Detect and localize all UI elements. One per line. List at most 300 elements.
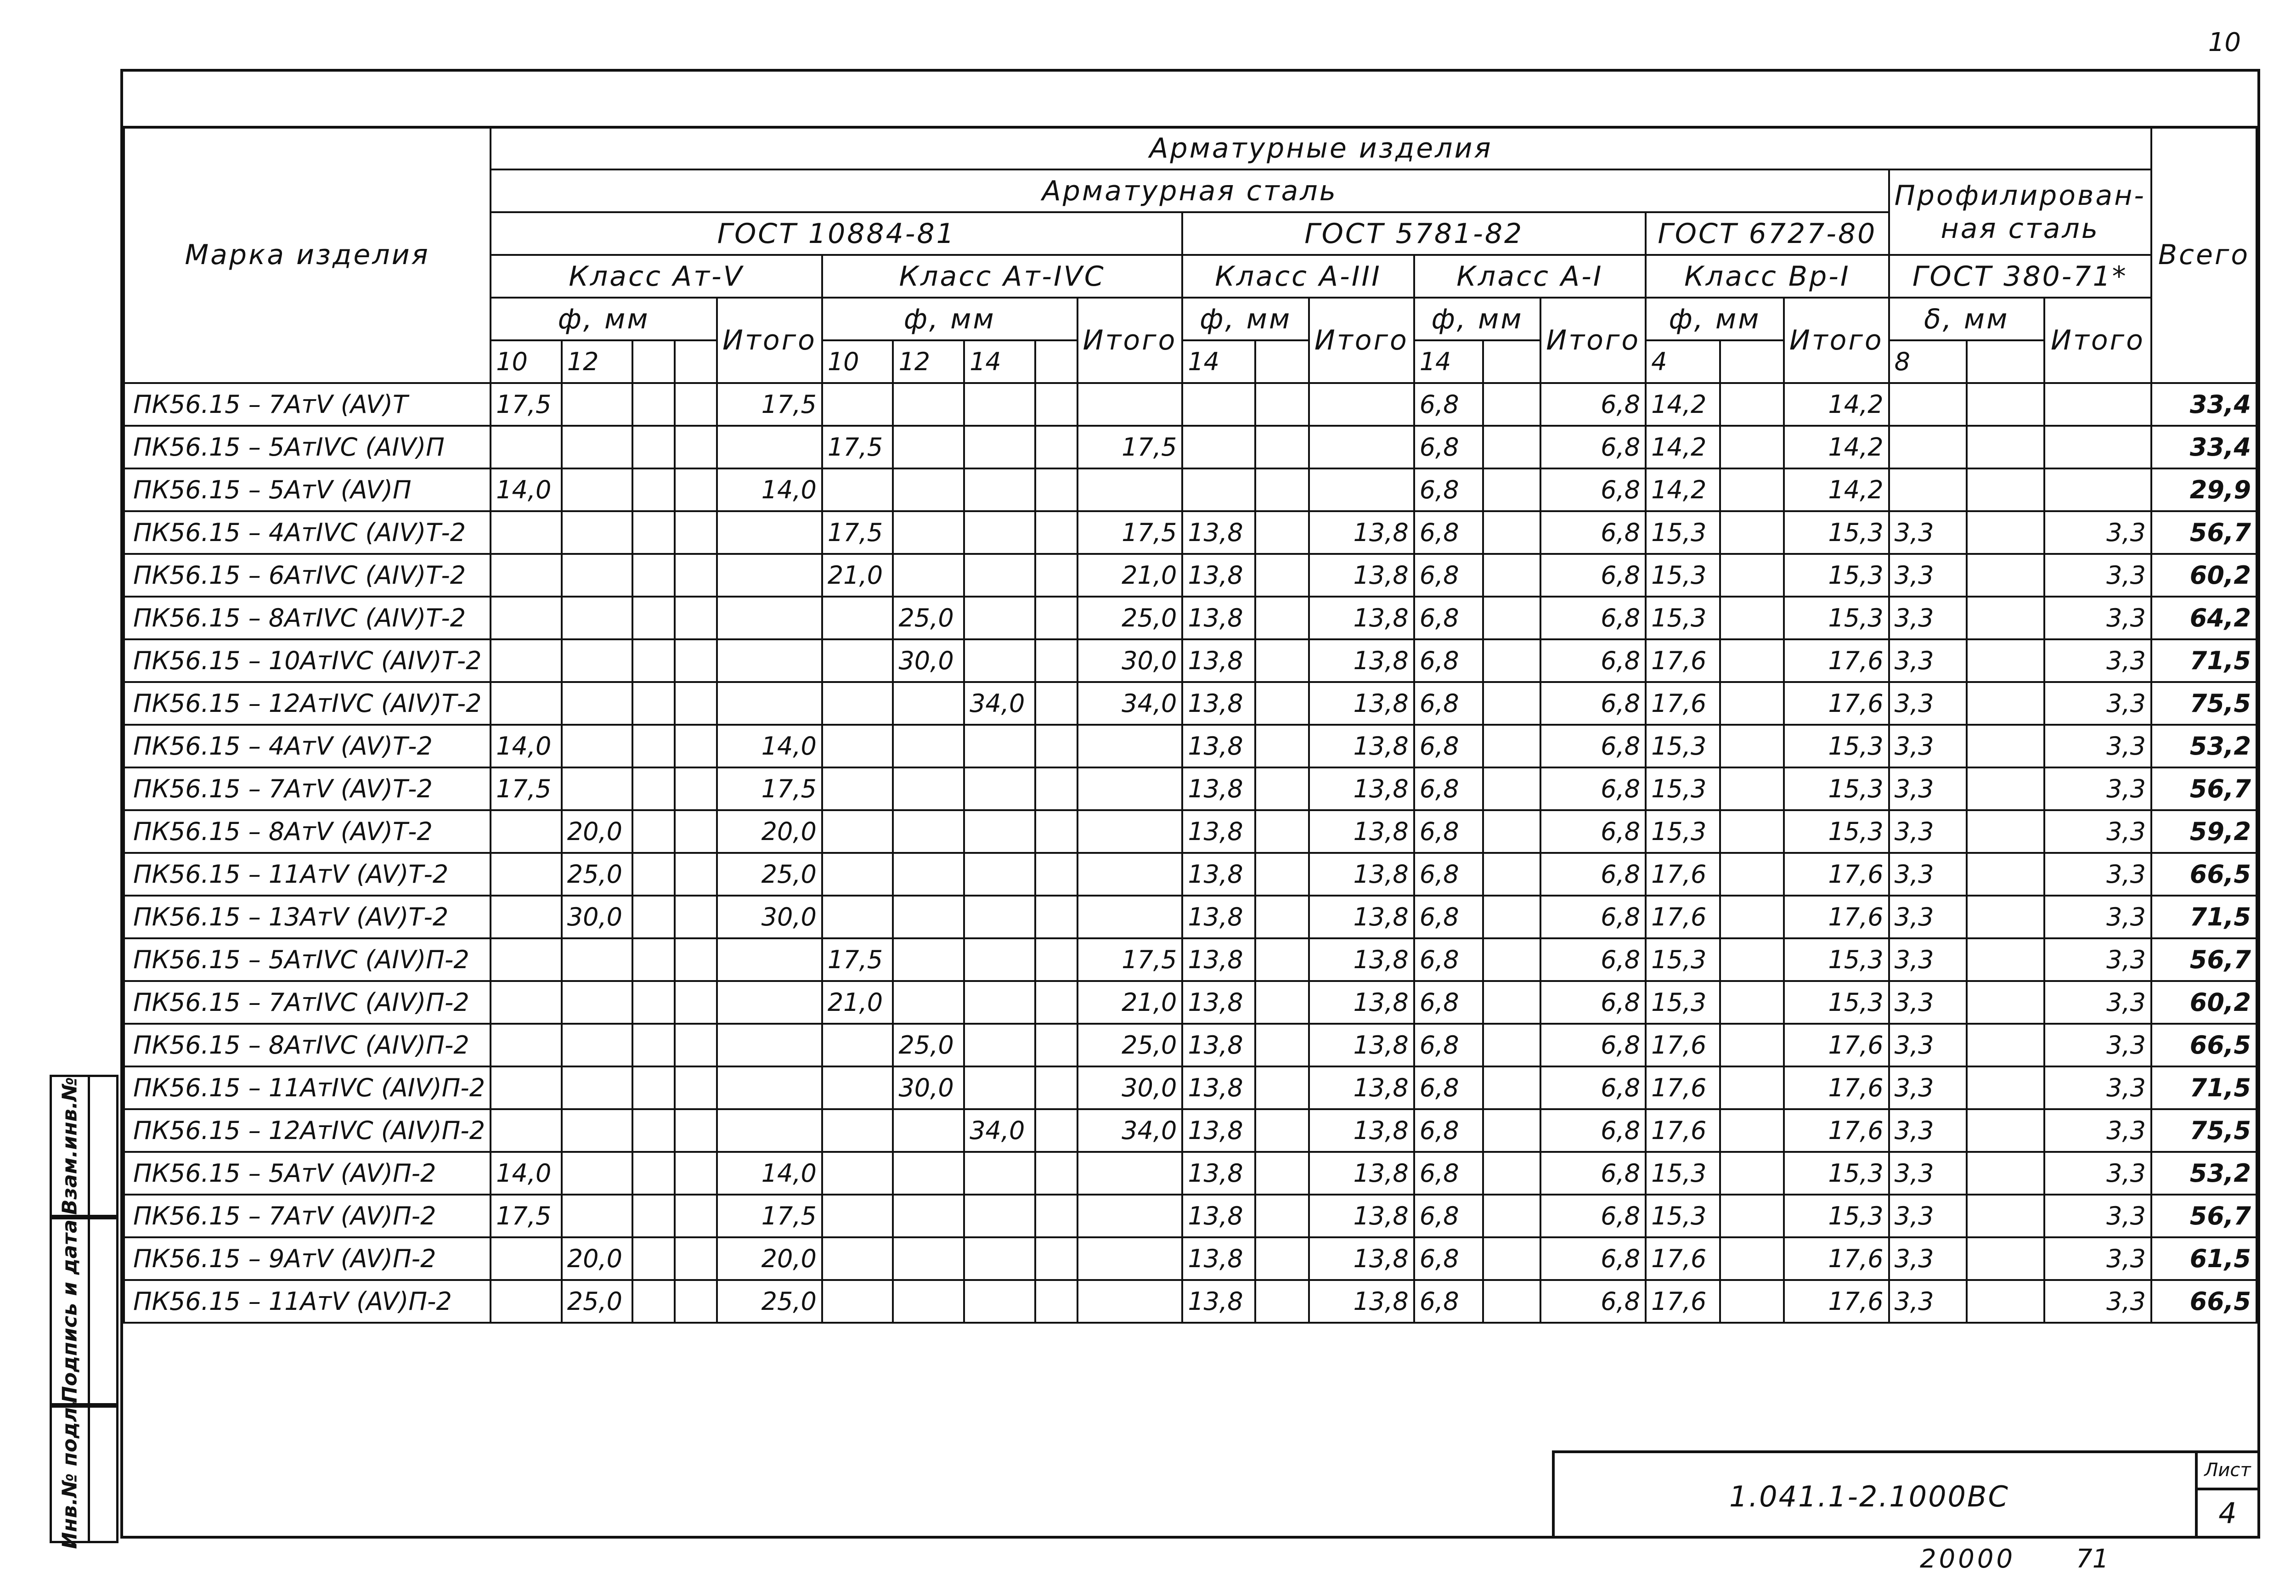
value-cell: 3,3 [2044, 853, 2151, 896]
value-cell: 15,3 [1784, 810, 1889, 853]
empty-cell [1720, 511, 1784, 554]
table-row [124, 511, 2257, 554]
empty-cell [1483, 938, 1541, 981]
value-cell [491, 810, 562, 853]
empty-cell [1720, 1024, 1784, 1066]
empty-cell [1483, 1066, 1541, 1109]
value-cell [893, 810, 964, 853]
empty-cell [1035, 810, 1077, 853]
value-cell: 3,3 [1889, 554, 1967, 597]
table-row [124, 383, 2257, 426]
header-subtotal: Итого [1309, 298, 1414, 383]
value-cell: 6,8 [1414, 1109, 1483, 1152]
value-cell: 17,6 [1784, 1237, 1889, 1280]
value-cell [1077, 1195, 1183, 1237]
empty-cell [1967, 597, 2044, 639]
empty-cell [1967, 1109, 2044, 1152]
value-cell: 13,8 [1309, 1195, 1414, 1237]
value-cell: 3,3 [2044, 1195, 2151, 1237]
value-cell [491, 1066, 562, 1109]
value-cell [562, 597, 633, 639]
value-cell: 15,3 [1646, 981, 1720, 1024]
value-cell: 6,8 [1540, 554, 1646, 597]
value-cell: 6,8 [1540, 981, 1646, 1024]
value-cell [893, 896, 964, 938]
empty-cell [1720, 1109, 1784, 1152]
value-cell: 13,8 [1182, 1024, 1255, 1066]
value-cell [491, 426, 562, 468]
empty-cell [1035, 639, 1077, 682]
empty-cell [1255, 938, 1309, 981]
empty-cell [1255, 639, 1309, 682]
value-cell [1077, 725, 1183, 767]
value-cell: 6,8 [1414, 810, 1483, 853]
value-cell [717, 511, 822, 554]
empty-cell [632, 383, 675, 426]
empty-cell [675, 383, 717, 426]
table-row [124, 1024, 2257, 1066]
empty-cell [1720, 639, 1784, 682]
value-cell: 17,6 [1646, 682, 1720, 725]
value-cell: 13,8 [1182, 1152, 1255, 1195]
empty-cell [1255, 1280, 1309, 1323]
empty-cell [675, 511, 717, 554]
empty-cell [1035, 767, 1077, 810]
empty-cell [675, 1109, 717, 1152]
value-cell [1309, 426, 1414, 468]
header-subtotal: Итого [2044, 298, 2151, 383]
header-d14: 14 [1182, 340, 1255, 383]
value-cell: 17,5 [717, 1195, 822, 1237]
value-cell [491, 896, 562, 938]
value-cell: 13,8 [1182, 1066, 1255, 1109]
value-cell: 6,8 [1540, 1237, 1646, 1280]
value-cell [562, 1195, 633, 1237]
header-gost-6727: ГОСТ 6727-80 [1646, 212, 1889, 255]
value-cell: 13,8 [1182, 767, 1255, 810]
value-cell: 6,8 [1414, 853, 1483, 896]
header-class-ai: Класс A-I [1414, 255, 1646, 298]
value-cell: 3,3 [2044, 1024, 2151, 1066]
value-cell [717, 1109, 822, 1152]
value-cell [964, 1195, 1035, 1237]
value-cell: 13,8 [1309, 682, 1414, 725]
value-cell: 6,8 [1540, 511, 1646, 554]
value-cell: 3,3 [2044, 1280, 2151, 1323]
side-stamp-signature-date [50, 1217, 118, 1405]
total-cell: 61,5 [2151, 1237, 2257, 1280]
value-cell: 6,8 [1414, 383, 1483, 426]
header-products: Арматурные изделия [491, 127, 2151, 169]
value-cell: 6,8 [1414, 468, 1483, 511]
empty-cell [675, 896, 717, 938]
value-cell: 17,6 [1784, 1024, 1889, 1066]
value-cell: 3,3 [2044, 767, 2151, 810]
value-cell [1889, 383, 1967, 426]
value-cell: 3,3 [2044, 1152, 2151, 1195]
empty-cell [632, 468, 675, 511]
value-cell: 6,8 [1414, 767, 1483, 810]
value-cell [822, 853, 893, 896]
value-cell [2044, 426, 2151, 468]
empty-cell [1255, 981, 1309, 1024]
value-cell [491, 1280, 562, 1323]
header-profiled: Профилирован-ная сталь [1889, 169, 2151, 255]
table-row [124, 938, 2257, 981]
value-cell [717, 426, 822, 468]
value-cell: 17,6 [1646, 1280, 1720, 1323]
empty-cell [1967, 1280, 2044, 1323]
value-cell: 3,3 [1889, 981, 1967, 1024]
value-cell: 13,8 [1309, 938, 1414, 981]
value-cell [822, 682, 893, 725]
value-cell: 13,8 [1182, 511, 1255, 554]
value-cell [822, 1109, 893, 1152]
value-cell: 17,6 [1784, 853, 1889, 896]
value-cell: 17,5 [491, 383, 562, 426]
product-mark-cell: ПК56.15 – 4АтIVС (AIV)Т-2 [124, 511, 491, 554]
value-cell [717, 938, 822, 981]
table-row [124, 468, 2257, 511]
value-cell [964, 426, 1035, 468]
empty-cell [1483, 1109, 1541, 1152]
header-steel: Арматурная сталь [491, 169, 1889, 212]
value-cell: 14,2 [1784, 468, 1889, 511]
value-cell: 15,3 [1784, 981, 1889, 1024]
total-cell: 75,5 [2151, 1109, 2257, 1152]
empty-cell [1483, 468, 1541, 511]
product-mark-cell: ПК56.15 – 5АтIVС (AIV)П [124, 426, 491, 468]
sheet-label: Лист [2198, 1453, 2257, 1490]
table-row [124, 682, 2257, 725]
value-cell: 6,8 [1414, 511, 1483, 554]
value-cell [1077, 1152, 1183, 1195]
value-cell: 13,8 [1309, 1066, 1414, 1109]
empty-cell [632, 511, 675, 554]
empty-cell [675, 1066, 717, 1109]
value-cell [964, 767, 1035, 810]
value-cell: 17,6 [1646, 896, 1720, 938]
value-cell: 13,8 [1309, 554, 1414, 597]
value-cell: 6,8 [1540, 1024, 1646, 1066]
value-cell [1889, 426, 1967, 468]
value-cell: 3,3 [1889, 810, 1967, 853]
total-cell: 56,7 [2151, 511, 2257, 554]
value-cell: 15,3 [1784, 725, 1889, 767]
total-cell: 66,5 [2151, 1024, 2257, 1066]
value-cell [822, 383, 893, 426]
value-cell [717, 682, 822, 725]
empty-cell [1720, 554, 1784, 597]
product-mark-cell: ПК56.15 – 8АтIVС (AIV)Т-2 [124, 597, 491, 639]
empty-cell [1967, 981, 2044, 1024]
value-cell: 25,0 [717, 853, 822, 896]
empty-cell [1720, 383, 1784, 426]
value-cell [822, 597, 893, 639]
empty-cell [1255, 554, 1309, 597]
value-cell: 13,8 [1309, 810, 1414, 853]
value-cell: 15,3 [1646, 511, 1720, 554]
empty-cell [1720, 896, 1784, 938]
table-row [124, 767, 2257, 810]
value-cell: 6,8 [1414, 639, 1483, 682]
value-cell: 13,8 [1182, 554, 1255, 597]
value-cell: 3,3 [1889, 1109, 1967, 1152]
value-cell [893, 1152, 964, 1195]
empty-cell [1035, 554, 1077, 597]
empty-cell [1967, 1237, 2044, 1280]
table-row [124, 896, 2257, 938]
empty-cell [1967, 896, 2044, 938]
empty-cell [632, 639, 675, 682]
empty-cell [1967, 853, 2044, 896]
side-label-replaced-inventory: Взам.инв.№ [58, 1077, 82, 1215]
value-cell: 17,6 [1784, 1280, 1889, 1323]
product-mark-cell: ПК56.15 – 12АтIVС (AIV)Т-2 [124, 682, 491, 725]
value-cell [964, 896, 1035, 938]
value-cell: 6,8 [1414, 682, 1483, 725]
empty-cell [632, 767, 675, 810]
empty-cell [1720, 767, 1784, 810]
value-cell: 3,3 [2044, 896, 2151, 938]
empty-cell [1967, 468, 2044, 511]
value-cell: 6,8 [1540, 896, 1646, 938]
empty-cell [1255, 1109, 1309, 1152]
value-cell [893, 1280, 964, 1323]
empty-cell [1255, 810, 1309, 853]
value-cell: 6,8 [1540, 938, 1646, 981]
value-cell: 6,8 [1540, 1195, 1646, 1237]
value-cell: 3,3 [1889, 1066, 1967, 1109]
value-cell: 13,8 [1309, 1024, 1414, 1066]
value-cell: 6,8 [1414, 1066, 1483, 1109]
header-gost-10884: ГОСТ 10884-81 [491, 212, 1182, 255]
value-cell: 15,3 [1784, 1195, 1889, 1237]
empty-cell [1720, 1195, 1784, 1237]
value-cell: 3,3 [2044, 554, 2151, 597]
product-mark-cell: ПК56.15 – 5АтV (AV)П [124, 468, 491, 511]
value-cell: 6,8 [1414, 597, 1483, 639]
value-cell [964, 511, 1035, 554]
empty-cell [632, 682, 675, 725]
empty-cell [1035, 853, 1077, 896]
value-cell: 30,0 [1077, 639, 1183, 682]
empty-cell [1255, 511, 1309, 554]
value-cell: 14,2 [1784, 383, 1889, 426]
value-cell: 6,8 [1540, 853, 1646, 896]
value-cell: 6,8 [1540, 383, 1646, 426]
empty-cell [1967, 682, 2044, 725]
product-mark-cell: ПК56.15 – 10АтIVС (AIV)Т-2 [124, 639, 491, 682]
value-cell [1889, 468, 1967, 511]
header-thickness: δ, мм [1889, 298, 2044, 340]
header-diameter: ф, мм [1646, 298, 1784, 340]
table-row [124, 981, 2257, 1024]
value-cell [491, 511, 562, 554]
empty-cell [1035, 1195, 1077, 1237]
value-cell: 6,8 [1414, 981, 1483, 1024]
value-cell: 3,3 [2044, 981, 2151, 1024]
table-row [124, 426, 2257, 468]
value-cell [2044, 468, 2151, 511]
value-cell [822, 1024, 893, 1066]
total-cell: 66,5 [2151, 853, 2257, 896]
product-mark-cell: ПК56.15 – 11АтIVС (AIV)П-2 [124, 1066, 491, 1109]
value-cell: 34,0 [964, 1109, 1035, 1152]
value-cell: 3,3 [2044, 1237, 2151, 1280]
value-cell: 20,0 [717, 1237, 822, 1280]
value-cell: 14,2 [1784, 426, 1889, 468]
value-cell: 13,8 [1309, 1237, 1414, 1280]
value-cell: 13,8 [1309, 767, 1414, 810]
value-cell: 13,8 [1309, 1152, 1414, 1195]
value-cell [822, 810, 893, 853]
value-cell: 3,3 [1889, 1024, 1967, 1066]
value-cell [562, 383, 633, 426]
value-cell: 13,8 [1182, 853, 1255, 896]
empty-cell [1967, 1066, 2044, 1109]
value-cell: 6,8 [1414, 725, 1483, 767]
empty-cell [1967, 767, 2044, 810]
value-cell: 13,8 [1309, 1109, 1414, 1152]
total-cell: 75,5 [2151, 682, 2257, 725]
value-cell: 25,0 [562, 853, 633, 896]
table-row [124, 1237, 2257, 1280]
table-row [124, 853, 2257, 896]
empty-cell [1035, 1024, 1077, 1066]
empty-cell [632, 1024, 675, 1066]
value-cell [562, 1109, 633, 1152]
value-cell [717, 981, 822, 1024]
value-cell [964, 383, 1035, 426]
value-cell: 3,3 [1889, 853, 1967, 896]
value-cell [893, 1237, 964, 1280]
value-cell [491, 1024, 562, 1066]
empty-cell [1035, 938, 1077, 981]
value-cell [1077, 896, 1183, 938]
product-mark-cell: ПК56.15 – 7АтV (AV)Т [124, 383, 491, 426]
empty-cell [1255, 426, 1309, 468]
value-cell: 6,8 [1540, 810, 1646, 853]
value-cell [491, 1109, 562, 1152]
value-cell: 13,8 [1182, 1109, 1255, 1152]
value-cell [964, 1024, 1035, 1066]
empty-cell [1720, 468, 1784, 511]
value-cell [1309, 383, 1414, 426]
value-cell: 30,0 [562, 896, 633, 938]
value-cell: 3,3 [1889, 682, 1967, 725]
empty-cell [632, 1280, 675, 1323]
value-cell: 13,8 [1309, 853, 1414, 896]
value-cell: 14,0 [717, 1152, 822, 1195]
value-cell: 3,3 [1889, 1237, 1967, 1280]
product-mark-cell: ПК56.15 – 13АтV (AV)Т-2 [124, 896, 491, 938]
value-cell: 6,8 [1540, 639, 1646, 682]
sheet-box [2195, 1453, 2257, 1536]
value-cell: 3,3 [2044, 725, 2151, 767]
value-cell: 17,5 [822, 426, 893, 468]
value-cell [964, 468, 1035, 511]
value-cell: 13,8 [1182, 981, 1255, 1024]
value-cell [893, 767, 964, 810]
value-cell: 34,0 [1077, 682, 1183, 725]
value-cell [1077, 853, 1183, 896]
header-mark: Марка изделия [124, 127, 491, 383]
value-cell: 17,5 [491, 1195, 562, 1237]
value-cell: 13,8 [1182, 810, 1255, 853]
value-cell: 3,3 [2044, 810, 2151, 853]
value-cell [822, 639, 893, 682]
total-cell: 64,2 [2151, 597, 2257, 639]
empty-cell [675, 938, 717, 981]
empty-cell [1483, 725, 1541, 767]
empty-cell [675, 1024, 717, 1066]
empty-cell [1967, 554, 2044, 597]
empty-cell [1035, 597, 1077, 639]
value-cell: 17,6 [1646, 1237, 1720, 1280]
value-cell: 13,8 [1182, 896, 1255, 938]
empty-cell [1483, 767, 1541, 810]
empty-cell [675, 554, 717, 597]
value-cell [1077, 468, 1183, 511]
value-cell: 15,3 [1784, 511, 1889, 554]
side-stamp-original-inventory [50, 1399, 118, 1549]
value-cell [717, 639, 822, 682]
header-diameter: ф, мм [1414, 298, 1541, 340]
value-cell: 13,8 [1182, 938, 1255, 981]
value-cell [2044, 383, 2151, 426]
value-cell: 17,5 [717, 767, 822, 810]
value-cell: 15,3 [1646, 725, 1720, 767]
value-cell: 17,5 [491, 767, 562, 810]
value-cell [562, 511, 633, 554]
empty-cell [632, 981, 675, 1024]
header-d10: 10 [491, 340, 562, 383]
total-cell: 56,7 [2151, 767, 2257, 810]
empty-cell [632, 938, 675, 981]
value-cell: 3,3 [2044, 1066, 2151, 1109]
value-cell: 13,8 [1309, 1280, 1414, 1323]
empty-cell [1483, 1237, 1541, 1280]
empty-cell [1483, 810, 1541, 853]
value-cell [822, 1152, 893, 1195]
value-cell: 15,3 [1646, 810, 1720, 853]
value-cell [893, 938, 964, 981]
value-cell: 3,3 [1889, 1280, 1967, 1323]
table-row [124, 554, 2257, 597]
product-mark-cell: ПК56.15 – 4АтV (AV)Т-2 [124, 725, 491, 767]
empty-cell [632, 725, 675, 767]
total-cell: 56,7 [2151, 1195, 2257, 1237]
value-cell [964, 853, 1035, 896]
empty-cell [1035, 896, 1077, 938]
value-cell: 3,3 [2044, 682, 2151, 725]
empty-cell [632, 426, 675, 468]
value-cell [717, 1066, 822, 1109]
value-cell [893, 383, 964, 426]
empty-cell [632, 896, 675, 938]
empty-cell [1720, 426, 1784, 468]
total-cell: 59,2 [2151, 810, 2257, 853]
header-subtotal: Итого [1540, 298, 1646, 383]
header-diameter: ф, мм [822, 298, 1077, 340]
header-subtotal: Итого [1784, 298, 1889, 383]
header-class-bpi: Класс Bp-I [1646, 255, 1889, 298]
value-cell: 25,0 [893, 597, 964, 639]
specification-table [123, 126, 2257, 1327]
value-cell: 17,5 [717, 383, 822, 426]
empty-cell [1035, 981, 1077, 1024]
